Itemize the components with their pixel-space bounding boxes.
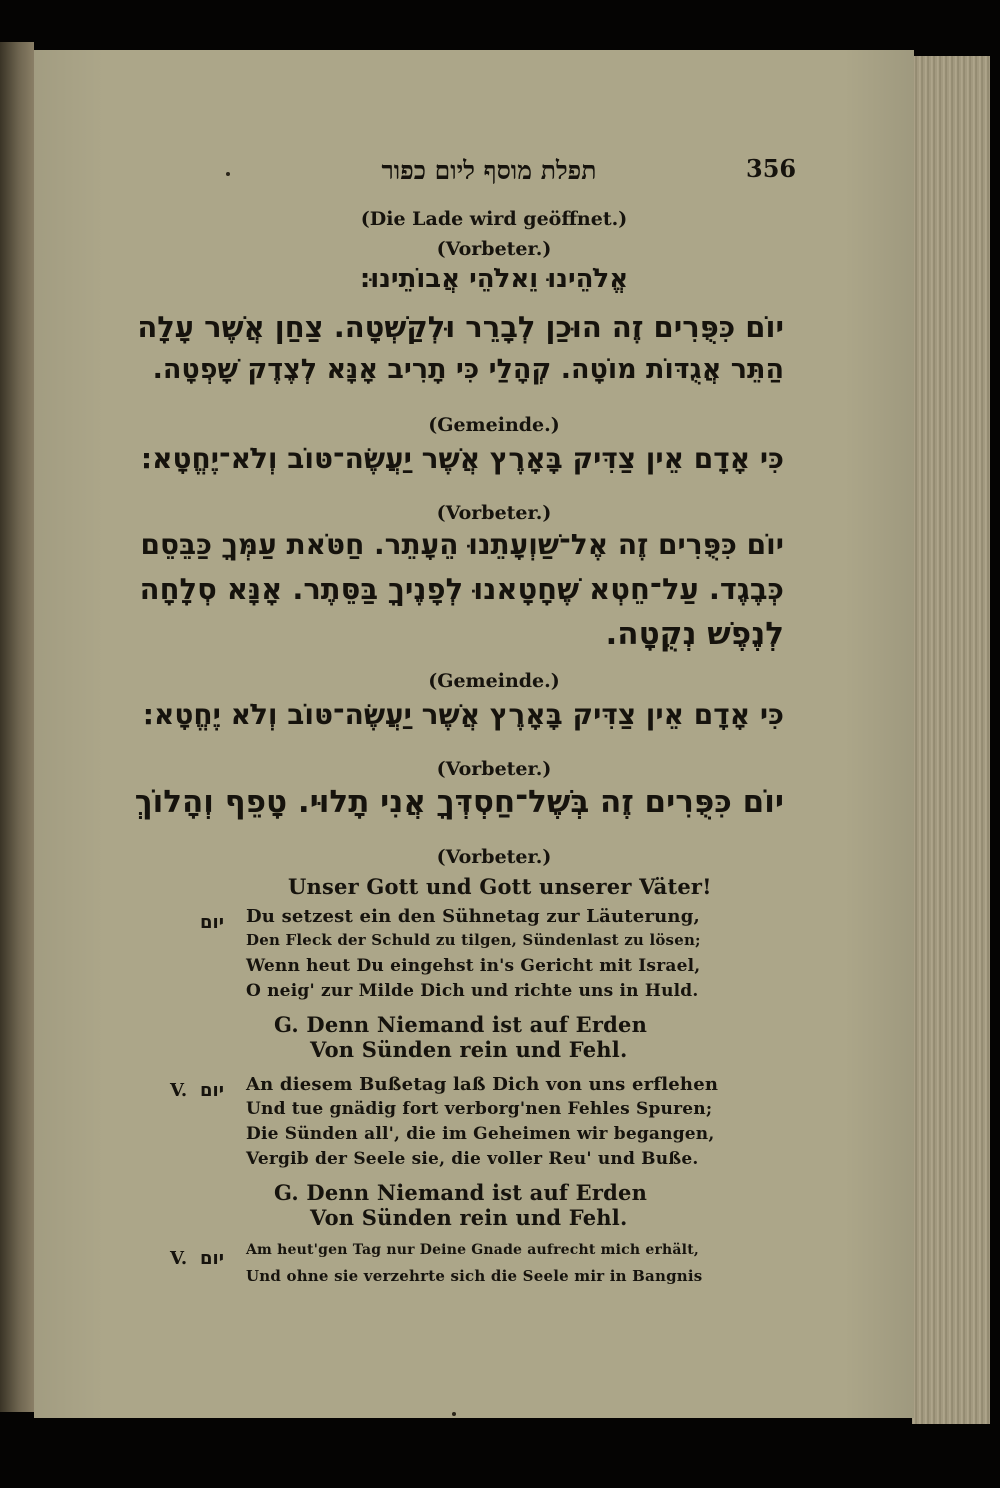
- book-page: [34, 50, 914, 1418]
- german-verse2-line3: Die Sünden all', die im Geheimen wir begangen,: [246, 1124, 715, 1144]
- margin-marker-hebrew: יום: [200, 1080, 225, 1101]
- rubric-reader: (Vorbeter.): [436, 758, 552, 780]
- rubric-congregation: (Gemeinde.): [428, 670, 560, 692]
- german-verse3-line2: Und ohne sie verzehrte sich die Seele mir in Bangnis: [246, 1267, 703, 1285]
- hebrew-invocation: אֱלֹהֵינוּ וֵאלֹהֵי אֲבוֹתֵינוּ:: [359, 264, 629, 294]
- german-verse1-line1: Du setzest ein den Sühnetag zur Läuterung,: [246, 906, 700, 927]
- hebrew-stanza2-line2: כְּבֶגֶד. עַל־חֵטְא שֶׁחָטָאנוּ לְפָנֶיךָ בַּסֵּתֶר. אָנָּא סְלָחָה: [139, 572, 784, 606]
- rubric-reader: (Vorbeter.): [436, 846, 552, 868]
- margin-marker-hebrew: יום: [200, 1248, 225, 1269]
- hebrew-stanza2-line3: לְנֶפֶשׁ נְקֻטָה.: [605, 616, 784, 652]
- hebrew-stanza2-line1: יוֹם כִּפֻּרִים זֶה אֶל־שַׁוְעָתֵנוּ הֵעָתֵר. חַטֹּאת עַמְּךָ כַּבֵּסֵם: [140, 528, 784, 561]
- german-refrain1-line2: Von Sünden rein und Fehl.: [310, 1037, 628, 1062]
- margin-marker-reader: V.: [170, 1248, 188, 1269]
- german-verse1-line4: O neig' zur Milde Dich und richte uns in Huld.: [246, 981, 699, 1001]
- german-refrain1-line1: G. Denn Niemand ist auf Erden: [274, 1012, 648, 1037]
- margin-marker-hebrew: יום: [200, 912, 225, 933]
- margin-marker-reader: V.: [170, 1080, 188, 1101]
- german-refrain2-line2: Von Sünden rein und Fehl.: [310, 1205, 628, 1230]
- german-verse2-line4: Vergib der Seele sie, die voller Reu' und Buße.: [246, 1149, 699, 1169]
- book-left-edge: [0, 42, 34, 1412]
- print-dot: [226, 172, 230, 176]
- rubric-reader: (Vorbeter.): [436, 502, 552, 524]
- german-verse1-line3: Wenn heut Du eingehst in's Gericht mit Israel,: [246, 956, 701, 976]
- german-verse2-line2: Und tue gnädig fort verborg'nen Fehles Spuren;: [246, 1099, 713, 1119]
- book-right-page-edges: [912, 56, 990, 1424]
- german-verse2-line1: An diesem Bußetag laß Dich von uns erflehen: [246, 1074, 719, 1095]
- hebrew-stanza3: יוֹם כִּפֻּרִים זֶה בְּשֶׁל־חַסְדְּךָ אֲנִי תָלוּי. טָפֵף וְהָלוֹךְ: [134, 784, 784, 820]
- rubric-reader: (Vorbeter.): [436, 238, 552, 260]
- german-verse1-line2: Den Fleck der Schuld zu tilgen, Sündenlast zu lösen;: [246, 931, 701, 949]
- running-header-title: תפלת מוסף ליום כפור: [381, 156, 597, 185]
- german-refrain2-line1: G. Denn Niemand ist auf Erden: [274, 1180, 648, 1205]
- hebrew-refrain1: כִּי אָדָם אֵין צַדִּיק בָּאָרֶץ אֲשֶׁר יַעֲשֶׂה־טּוֹב וְלֹא־יֶחֱטָא:: [140, 442, 784, 475]
- german-verse3-line1: Am heut'gen Tag nur Deine Gnade aufrecht mich erhält,: [246, 1242, 699, 1258]
- hebrew-stanza1-line2: הַתֵּר אֲגֻדּוֹת מוֹטָה. קְהָלַי כִּי תָרִיב אָנָּא לְצֶדֶק שָׁפְטָה.: [152, 354, 784, 385]
- page-number: 356: [746, 154, 797, 183]
- hebrew-refrain2: כִּי אָדָם אֵין צַדִּיק בָּאָרֶץ אֲשֶׁר יַעֲשֶׂה־טּוֹב וְלֹא יֶחֱטָא:: [142, 698, 784, 731]
- rubric-ark-open: (Die Lade wird geöffnet.): [360, 208, 628, 230]
- rubric-congregation: (Gemeinde.): [428, 414, 560, 436]
- print-dot: [452, 1412, 456, 1416]
- hebrew-stanza1-line1: יוֹם כִּפֻּרִים זֶה הוּכַן לְבָרֵר וּלְקַשְׁטָה. צַחַן אֲשֶׁר עָלָה: [137, 310, 784, 344]
- german-opening: Unser Gott und Gott unserer Väter!: [288, 874, 712, 899]
